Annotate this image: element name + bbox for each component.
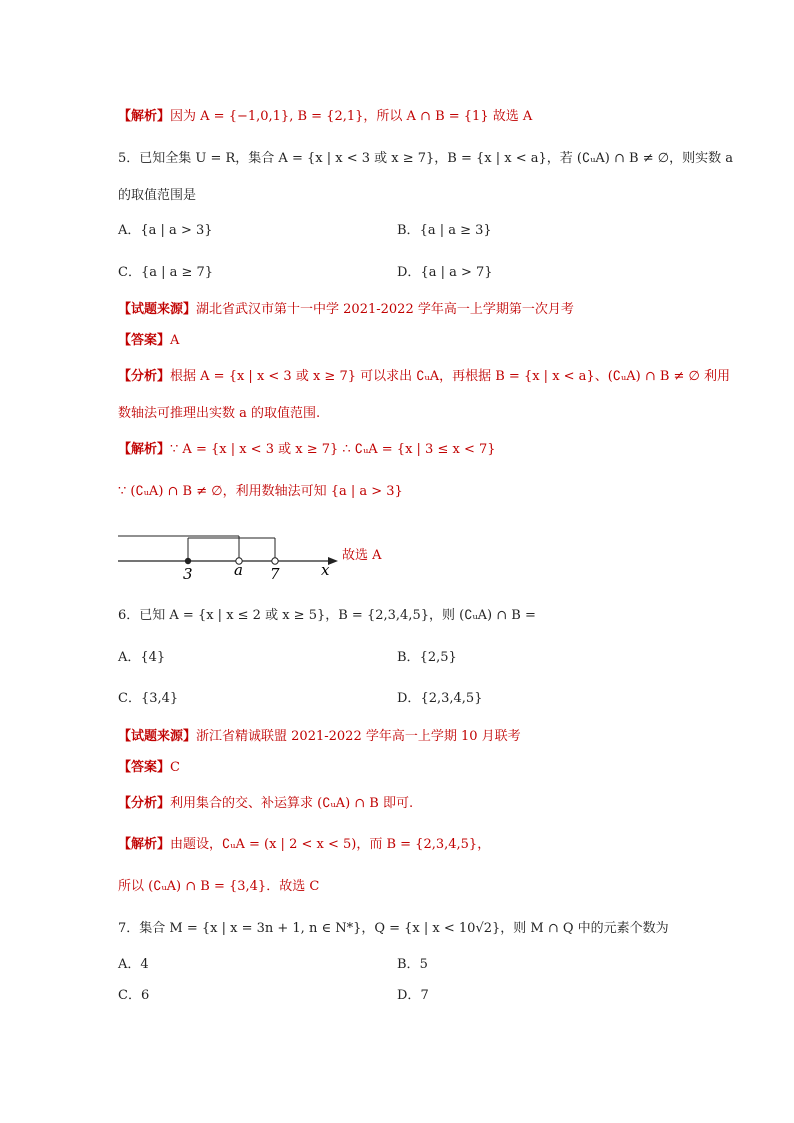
answer-tag: 【答案】 (118, 333, 171, 348)
q6-option-d (397, 690, 482, 708)
option-label: A． (118, 223, 141, 238)
option-value: {4} (140, 650, 166, 665)
q6-solution-line1 (118, 836, 490, 854)
answer-text: C (170, 760, 180, 775)
analysis-tag: 【解析】 (118, 109, 171, 124)
option-label: A． (118, 957, 141, 972)
source-text: 浙江省精诚联盟 2021-2022 学年高一上学期 10 月联考 (196, 729, 521, 744)
number-line-conclusion: 故选 A (342, 548, 382, 563)
q5-option-c (118, 264, 213, 282)
solution-tag: 【解析】 (118, 442, 171, 457)
q6-source (118, 728, 521, 746)
analysis-text: 根据 A = {x | x < 3 或 x ≥ 7} 可以求出 ∁ᵤA，再根据 B = {x | x < a}、(∁ᵤA) ∩ B ≠ ∅ 利用 (170, 369, 731, 384)
q5-answer (118, 332, 179, 350)
q5-option-b (397, 222, 492, 240)
source-text: 湖北省武汉市第十一中学 2021-2022 学年高一上学期第一次月考 (196, 302, 574, 317)
answer-tag: 【答案】 (118, 760, 171, 775)
solution-text: ∵ A = {x | x < 3 或 x ≥ 7} ∴ ∁ᵤA = {x | 3 ≤ x < 7} (170, 442, 496, 457)
option-label: C． (118, 691, 141, 706)
option-value: 4 (140, 957, 149, 972)
q5-stem-line1: 5．已知全集 U = R，集合 A = {x | x < 3 或 x ≥ 7}，B = {x | x < a}，若 (∁ᵤA) ∩ B ≠ ∅，则实数 a (118, 151, 733, 166)
q6-analysis (118, 795, 413, 813)
q7-option-a (118, 956, 149, 974)
option-label: B． (397, 957, 420, 972)
q6-option-a (118, 649, 165, 667)
option-value: {2,3,4,5} (420, 691, 483, 706)
solution-tag: 【解析】 (118, 837, 171, 852)
source-tag: 【试题来源】 (118, 302, 197, 317)
axis-arrow-icon (328, 557, 338, 565)
source-tag: 【试题来源】 (118, 729, 197, 744)
option-value: {a | a > 7} (420, 265, 493, 280)
q7-option-c (118, 987, 149, 1005)
number-line-diagram (118, 520, 418, 582)
label-x: x (321, 561, 330, 579)
label-7: 7 (270, 565, 280, 582)
solution-text: 由题设，∁ᵤA = (x | 2 < x < 5)，而 B = {2,3,4,5}， (170, 837, 491, 852)
q7-option-d (397, 987, 429, 1005)
option-value: {a | a ≥ 7} (140, 265, 214, 280)
point-7-open (272, 558, 278, 564)
label-a: a (234, 561, 243, 579)
option-value: 7 (420, 988, 429, 1003)
option-value: {a | a ≥ 3} (419, 223, 492, 238)
option-value: 5 (419, 957, 428, 972)
option-value: {a | a > 3} (140, 223, 213, 238)
label-3: 3 (183, 565, 193, 582)
q5-source (118, 301, 574, 319)
analysis-tag: 【分析】 (118, 369, 171, 384)
option-value: 6 (140, 988, 150, 1003)
q6-option-c (118, 690, 178, 708)
q4-analysis (118, 108, 532, 126)
analysis-tag: 【分析】 (118, 796, 171, 811)
q6-stem: 6．已知 A = {x | x ≤ 2 或 x ≥ 5}，B = {2,3,4,5}，则 (∁ᵤA) ∩ B = (118, 608, 536, 623)
q5-option-d (397, 264, 493, 282)
option-label: A． (118, 650, 141, 665)
q5-solution-line2: ∵ (∁ᵤA) ∩ B ≠ ∅，利用数轴法可知 {a | a > 3} (118, 484, 403, 499)
q5-option-a (118, 222, 213, 240)
q5-analysis-line2: 数轴法可推理出实数 a 的取值范围. (118, 406, 321, 421)
q7-option-b (397, 956, 428, 974)
option-label: D． (397, 988, 421, 1003)
analysis-text: 因为 A = {−1,0,1}, B = {2,1}，所以 A ∩ B = {1} 故选 A (170, 109, 533, 124)
answer-text: A (170, 333, 180, 348)
q5-stem-line2: 的取值范围是 (118, 188, 197, 203)
option-label: B． (397, 223, 420, 238)
q6-answer (118, 759, 180, 777)
option-label: C． (118, 988, 141, 1003)
q5-analysis-line1 (118, 368, 730, 386)
option-label: D． (397, 265, 421, 280)
option-value: {2,5} (419, 650, 457, 665)
option-value: {3,4} (140, 691, 179, 706)
option-label: D． (397, 691, 421, 706)
q6-option-b (397, 649, 457, 667)
analysis-text: 利用集合的交、补运算求 (∁ᵤA) ∩ B 即可. (170, 796, 414, 811)
q5-solution-line1 (118, 441, 496, 459)
option-label: C． (118, 265, 141, 280)
option-label: B． (397, 650, 420, 665)
q6-solution-line2: 所以 (∁ᵤA) ∩ B = {3,4}．故选 C (118, 879, 320, 894)
q7-stem: 7．集合 M = {x | x = 3n + 1, n ∈ N*}，Q = {x | x < 10√2}，则 M ∩ Q 中的元素个数为 (118, 921, 669, 936)
point-3-closed (185, 558, 191, 564)
